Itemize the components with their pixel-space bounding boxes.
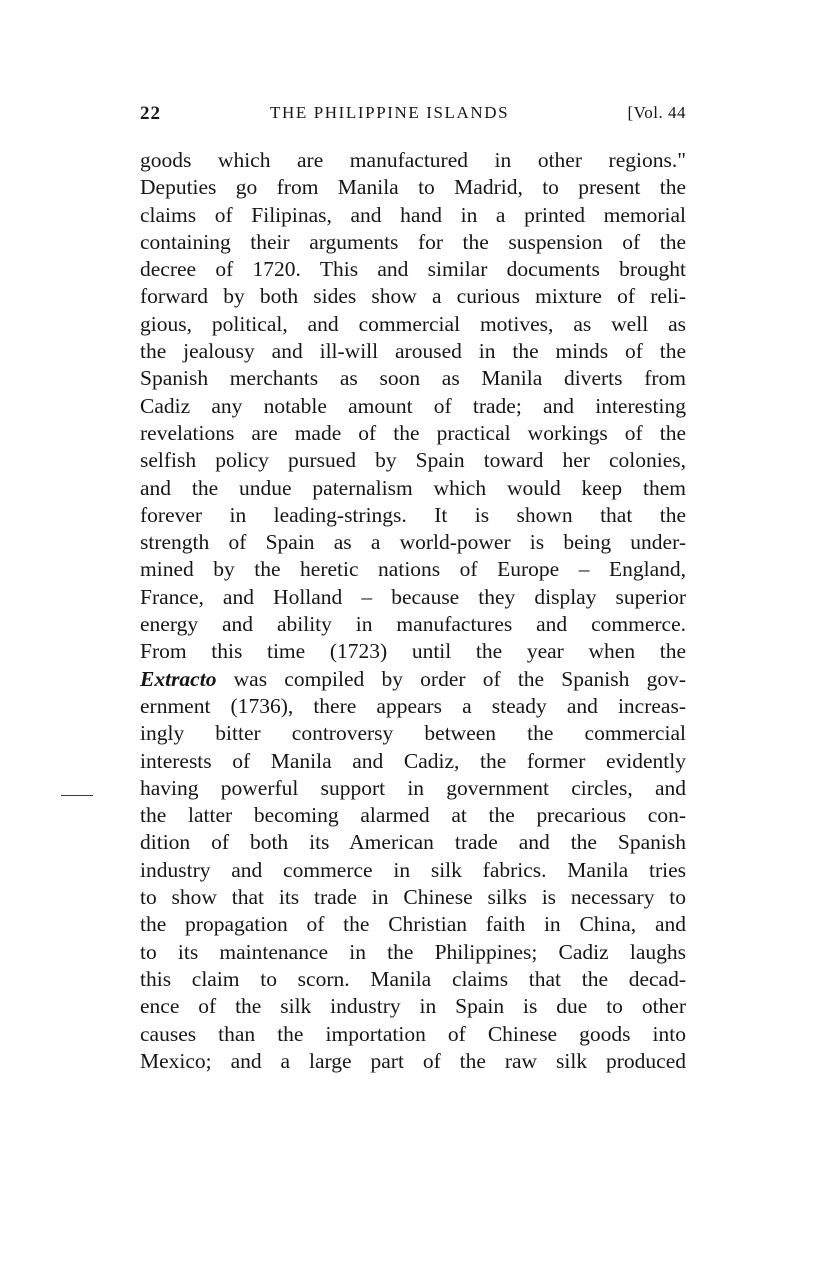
- body-paragraph: [140, 147, 686, 1075]
- text-line: claims of Filipinas, and hand in a printed memorial: [140, 202, 686, 227]
- text-line: energy and ability in manufactures and commerce.: [140, 612, 686, 637]
- volume-label: [Vol. 44: [627, 103, 686, 122]
- text-line: causes than the importation of Chinese goods into: [140, 1021, 686, 1046]
- text-line: the jealousy and ill-will aroused in the minds of the: [140, 339, 686, 364]
- text-line: having powerful support in government circles, and: [140, 775, 686, 800]
- text-line: the propagation of the Christian faith in China, and: [140, 912, 686, 937]
- extracto-title: Extracto: [140, 666, 217, 691]
- text-line: to its maintenance in the Philippines; Cadiz laughs: [140, 939, 686, 964]
- text-line: industry and commerce in silk fabrics. Manila tries: [140, 857, 686, 882]
- text-line: forever in leading-strings. It is shown that the: [140, 502, 686, 527]
- text-line: containing their arguments for the suspension of the: [140, 229, 686, 254]
- text-line: ingly bitter controversy between the commercial: [140, 721, 686, 746]
- text-line: and the undue paternalism which would keep them: [140, 475, 686, 500]
- text-line-rest: was compiled by order of the Spanish gov-: [216, 666, 686, 691]
- text-line: dition of both its American trade and the Spanish: [140, 830, 686, 855]
- text-line-extracto: [140, 666, 686, 693]
- text-line: revelations are made of the practical workings of the: [140, 420, 686, 445]
- text-line: selfish policy pursued by Spain toward her colonies,: [140, 448, 686, 473]
- running-title: THE PHILIPPINE ISLANDS: [270, 103, 510, 122]
- text-line: the latter becoming alarmed at the precarious con-: [140, 803, 686, 828]
- text-line: ence of the silk industry in Spain is due to other: [140, 994, 686, 1019]
- page-number: 22: [140, 103, 161, 124]
- text-line: Deputies go from Manila to Madrid, to present the: [140, 175, 686, 200]
- text-line: to show that its trade in Chinese silks is necessary to: [140, 885, 686, 910]
- text-line: From this time (1723) until the year when the: [140, 639, 686, 664]
- running-head: [140, 103, 686, 131]
- text-line: ernment (1736), there appears a steady and increas-: [140, 693, 686, 718]
- text-line: Cadiz any notable amount of trade; and interesting: [140, 393, 686, 418]
- text-line: mined by the heretic nations of Europe – England,: [140, 557, 686, 582]
- text-line: forward by both sides show a curious mixture of reli-: [140, 284, 686, 309]
- text-line: Mexico; and a large part of the raw silk produced: [140, 1048, 686, 1073]
- text-line: France, and Holland – because they display superior: [140, 584, 686, 609]
- margin-dash-mark: [61, 795, 93, 796]
- text-line: decree of 1720. This and similar documents brought: [140, 257, 686, 282]
- text-line: strength of Spain as a world-power is being under-: [140, 530, 686, 555]
- text-line: gious, political, and commercial motives, as well as: [140, 311, 686, 336]
- text-line: this claim to scorn. Manila claims that the decad-: [140, 966, 686, 991]
- text-line: interests of Manila and Cadiz, the former evidently: [140, 748, 686, 773]
- text-line: goods which are manufactured in other regions.": [140, 148, 686, 172]
- text-line: Spanish merchants as soon as Manila diverts from: [140, 366, 686, 391]
